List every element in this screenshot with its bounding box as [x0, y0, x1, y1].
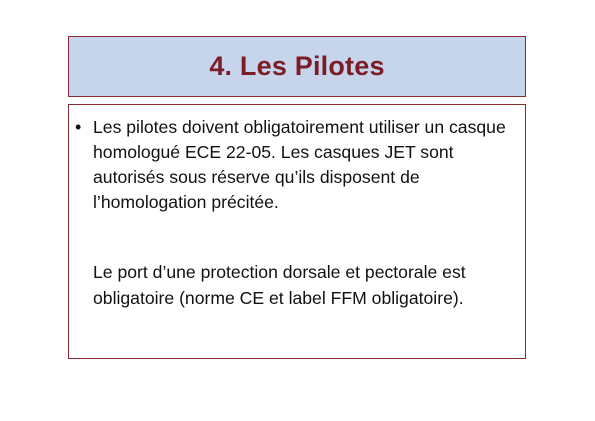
bullet-item: [75, 115, 519, 215]
slide-content-box: [68, 104, 526, 359]
bullet-text: Les pilotes doivent obligatoirement utiliser un casque homologué ECE 22-05. Les casques JET sont autorisés sous réserve qu’ils disposent de l’homologation précitée.: [93, 117, 506, 212]
paragraph-text: Le port d’une protection dorsale et pectorale est obligatoire (norme CE et label FFM obligatoire).: [93, 262, 466, 308]
slide-title: 4. Les Pilotes: [209, 51, 385, 81]
slide-title-box: [68, 36, 526, 97]
bullet-dot-icon: •: [75, 117, 82, 137]
